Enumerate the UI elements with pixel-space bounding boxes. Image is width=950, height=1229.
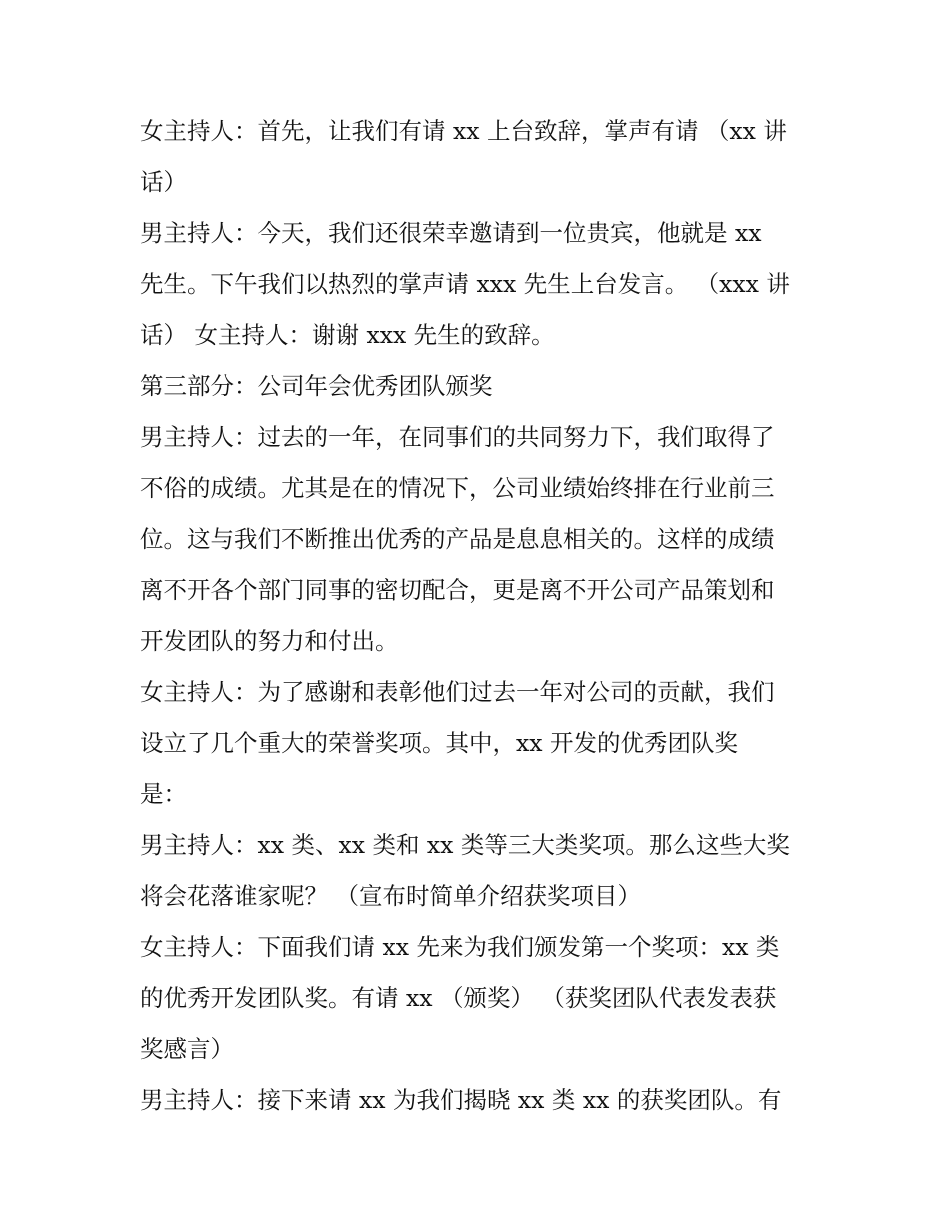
text-line: 将会花落谁家呢？ （宣布时简单介绍获奖项目） — [140, 882, 641, 910]
text-line: 是： — [140, 780, 187, 808]
text-line: 男主持人：今天，我们还很荣幸邀请到一位贵宾，他就是 xx — [140, 219, 762, 247]
section-heading: 第三部分：公司年会优秀团队颁奖 — [140, 372, 493, 400]
text-line: 话） 女主持人：谢谢 xxx 先生的致辞。 — [140, 321, 555, 349]
text-line: 男主持人：过去的一年，在同事们的共同努力下，我们取得了 — [140, 423, 775, 451]
text-line: 位。这与我们不断推出优秀的产品是息息相关的。这样的成绩 — [140, 525, 775, 553]
text-line: 奖感言） — [140, 1035, 234, 1063]
document-body — [140, 106, 820, 1126]
text-line: 设立了几个重大的荣誉奖项。其中，xx 开发的优秀团队奖 — [140, 729, 738, 757]
text-line: 男主持人：xx 类、xx 类和 xx 类等三大类奖项。那么这些大奖 — [140, 831, 790, 859]
text-line: 男主持人：接下来请 xx 为我们揭晓 xx 类 xx 的获奖团队。有 — [140, 1086, 782, 1114]
text-line: 女主持人：下面我们请 xx 先来为我们颁发第一个奖项：xx 类 — [140, 933, 780, 961]
text-line: 先生。下午我们以热烈的掌声请 xxx 先生上台发言。 （xxx 讲 — [140, 270, 790, 298]
text-line: 话） — [140, 168, 187, 196]
text-line: 开发团队的努力和付出。 — [140, 627, 399, 655]
text-line: 的优秀开发团队奖。有请 xx （颁奖） （获奖团队代表发表获 — [140, 984, 777, 1012]
text-line: 女主持人：为了感谢和表彰他们过去一年对公司的贡献，我们 — [140, 678, 775, 706]
text-line: 女主持人：首先，让我们有请 xx 上台致辞，掌声有请 （xx 讲 — [140, 117, 787, 145]
text-line: 离不开各个部门同事的密切配合，更是离不开公司产品策划和 — [140, 576, 775, 604]
text-line: 不俗的成绩。尤其是在的情况下，公司业绩始终排在行业前三 — [140, 474, 775, 502]
